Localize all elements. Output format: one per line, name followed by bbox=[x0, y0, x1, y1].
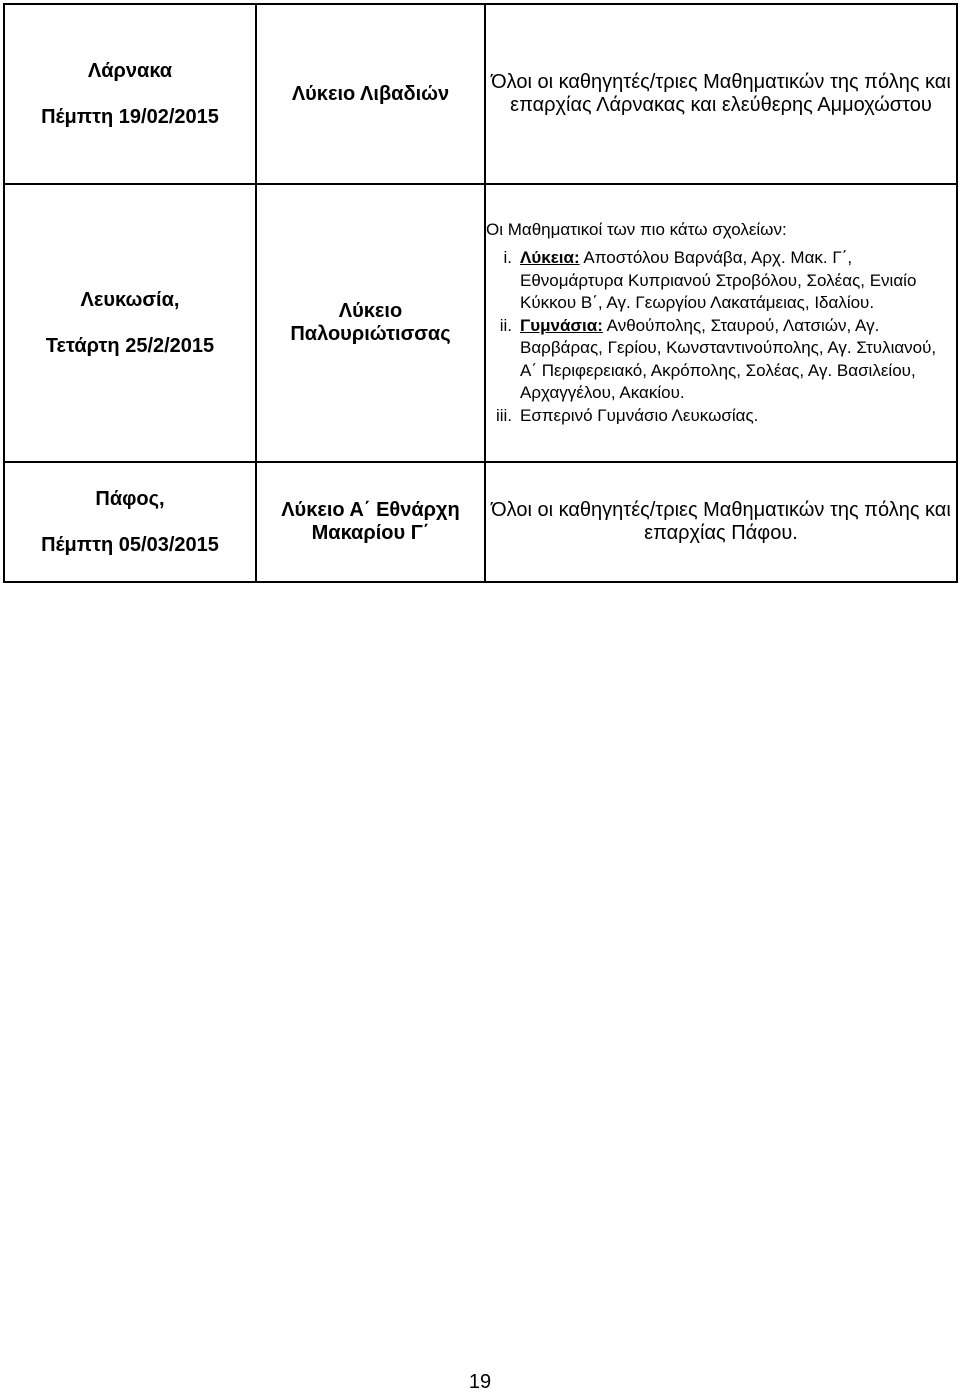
participants: Όλοι οι καθηγητές/τριες Μαθηματικών της πόλης και επαρχίας Λάρνακας και ελεύθερης Αμμοχώστου bbox=[485, 4, 957, 184]
participants-list-cell bbox=[485, 184, 957, 462]
place-date-cell bbox=[4, 184, 256, 462]
list-item bbox=[486, 247, 956, 315]
page-number: 19 bbox=[468, 1371, 492, 1393]
list-text: Ανθούπολης, Σταυρού, Λατσιών, Αγ. Βαρβάρας, Γερίου, Κωνσταντινούπολης, Αγ. Στυλιανού, Α΄ Περιφερειακό, Ακρόπολης, Σολέας, Αγ. Βασιλείου, Αρχαγγέλου, Ακακίου. bbox=[520, 315, 937, 403]
participants-intro: Οι Μαθηματικοί των πιο κάτω σχολείων: bbox=[486, 219, 787, 239]
list-number: i. bbox=[503, 248, 512, 268]
list-number: iii. bbox=[495, 405, 512, 425]
place-name: Πάφος, bbox=[95, 488, 165, 510]
session-date: Πέμπτη 05/03/2015 bbox=[41, 534, 219, 556]
table-row bbox=[4, 4, 957, 184]
list-category: Γυμνάσια: bbox=[520, 315, 603, 335]
place-name: Λάρνακα bbox=[87, 60, 173, 82]
session-date: Πέμπτη 19/02/2015 bbox=[41, 106, 219, 128]
participants: Όλοι οι καθηγητές/τριες Μαθηματικών της πόλης και επαρχίας Πάφου. bbox=[485, 462, 957, 582]
table-row bbox=[4, 462, 957, 582]
list-item bbox=[486, 405, 956, 428]
list-item bbox=[486, 315, 956, 405]
list-text: Αποστόλου Βαρνάβα, Αρχ. Μακ. Γ΄, Εθνομάρτυρα Κυπριανού Στροβόλου, Σολέας, Ενιαίο Κύκκου Β΄, Αγ. Γεωργίου Λακατάμειας, Ιδαλίου. bbox=[520, 248, 917, 313]
host-school: Λύκειο Λιβαδιών bbox=[256, 4, 485, 184]
list-category: Λύκεια: bbox=[520, 248, 580, 268]
host-school: Λύκειο Παλουριώτισσας bbox=[256, 184, 485, 462]
host-school: Λύκειο Α΄ Εθνάρχη Μακαρίου Γ΄ bbox=[256, 462, 485, 582]
table-row bbox=[4, 184, 957, 462]
schedule-table bbox=[3, 3, 958, 583]
list-number: ii. bbox=[499, 315, 512, 335]
list-text: Εσπερινό Γυμνάσιο Λευκωσίας. bbox=[520, 405, 759, 425]
session-date: Τετάρτη 25/2/2015 bbox=[45, 335, 215, 357]
schools-list bbox=[486, 247, 956, 427]
place-date-cell bbox=[4, 4, 256, 184]
place-name: Λευκωσία, bbox=[80, 289, 180, 311]
place-date-cell bbox=[4, 462, 256, 582]
